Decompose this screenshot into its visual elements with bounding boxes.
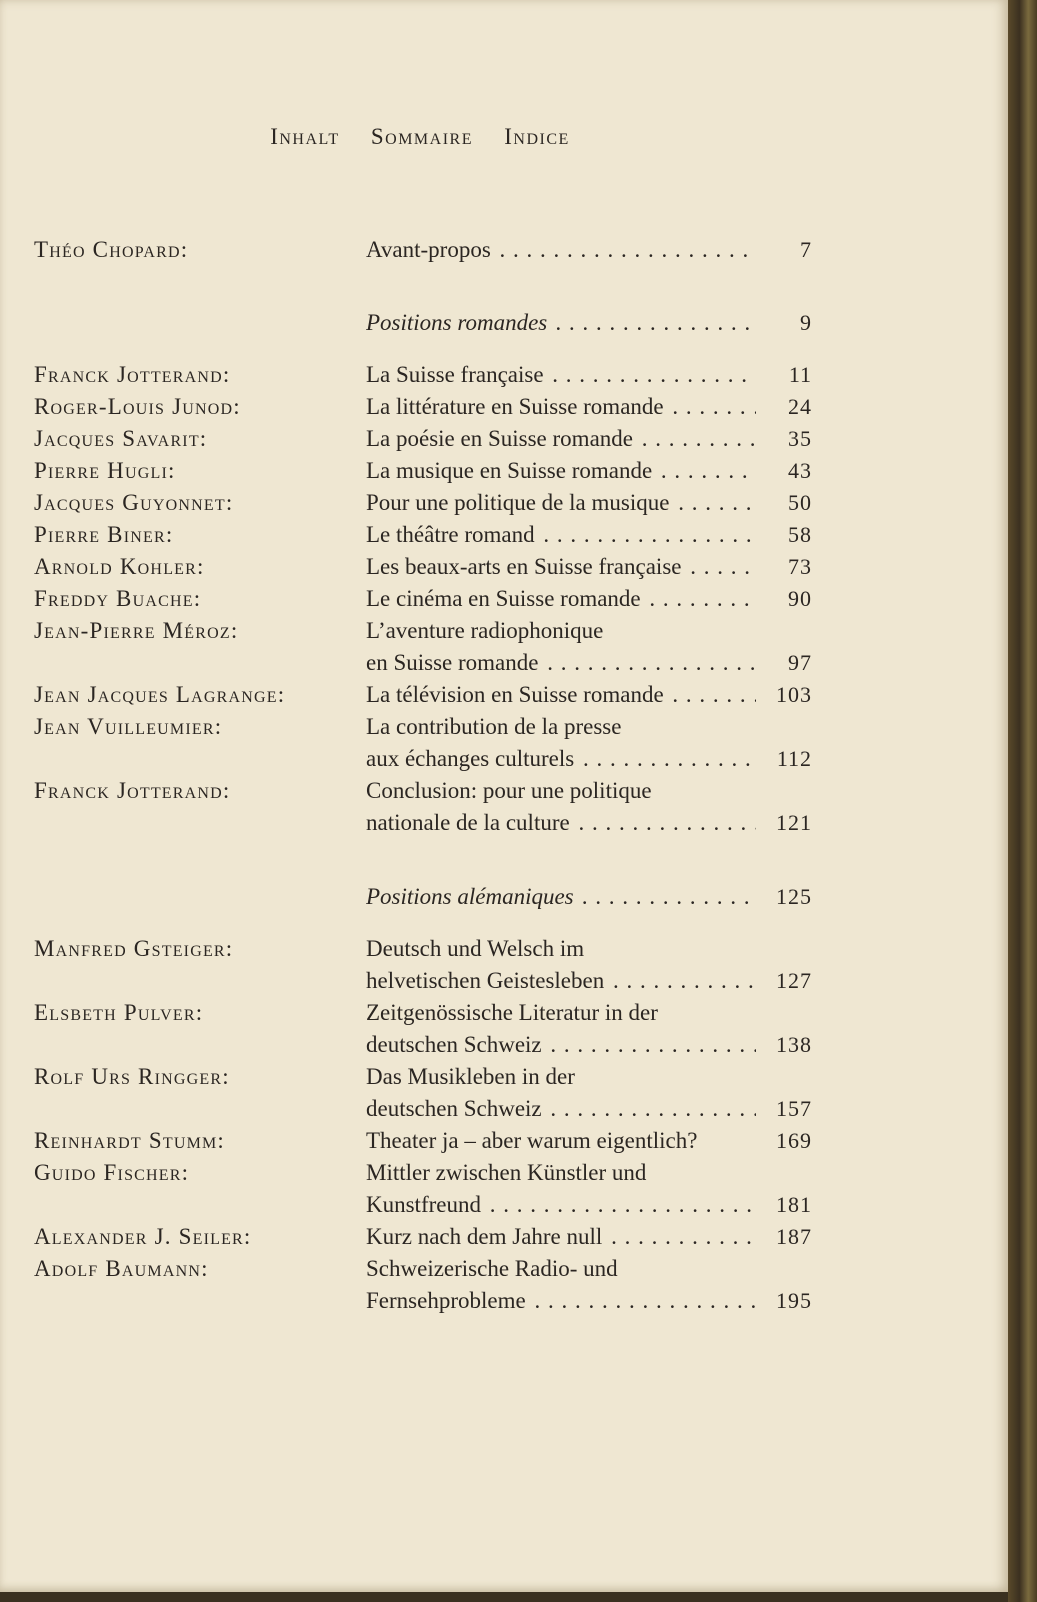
toc-entry (0, 362, 1008, 394)
toc-page-number: 127 (776, 968, 812, 993)
toc-page-number: 103 (776, 682, 812, 707)
toc-entry (0, 650, 1008, 682)
toc-title-text: La musique en Suisse romande (366, 458, 653, 483)
page-header (0, 124, 840, 150)
toc-title (366, 1160, 756, 1186)
toc-title (366, 1096, 756, 1122)
toc-author: Pierre Biner: (34, 522, 174, 547)
book-spine-edge (1008, 0, 1037, 1602)
toc-entry (0, 1000, 1008, 1032)
toc-entry (0, 936, 1008, 968)
toc-entry (0, 682, 1008, 714)
toc-title (366, 650, 756, 676)
toc-title-text: Theater ja – aber warum eigentlich? (366, 1128, 698, 1153)
toc-title (366, 1256, 756, 1282)
toc-page-number: 97 (788, 650, 812, 675)
toc-author: Théo Chopard: (34, 237, 189, 262)
toc-title-text: Mittler zwischen Künstler und (366, 1160, 647, 1185)
toc-entry (0, 1128, 1008, 1160)
page-bottom-edge (0, 1592, 1008, 1602)
header-word-inhalt: Inhalt (270, 124, 340, 149)
toc-entry (0, 884, 1008, 916)
toc-page-number: 7 (800, 237, 812, 262)
toc-title-text: Pour une politique de la musique (366, 490, 670, 515)
toc-entry (0, 618, 1008, 650)
toc-title-text: Kurz nach dem Jahre null (366, 1224, 603, 1249)
toc-title (366, 1224, 756, 1250)
toc-entry (0, 394, 1008, 426)
toc-title (366, 968, 756, 994)
toc-title-text: Les beaux-arts en Suisse française (366, 554, 682, 579)
toc-title-text: Positions romandes (366, 310, 548, 335)
toc-title (366, 810, 756, 836)
toc-title-text: Zeitgenössische Literatur in der (366, 1000, 658, 1025)
toc-title (366, 1128, 756, 1154)
toc-title (366, 1288, 756, 1314)
toc-title-text: Deutsch und Welsch im (366, 936, 585, 961)
toc-title-text: deutschen Schweiz (366, 1096, 542, 1121)
toc-page-number: 138 (776, 1032, 812, 1057)
toc-title-text: La littérature en Suisse romande (366, 394, 664, 419)
toc-title-text: La contribution de la presse (366, 714, 622, 739)
toc-author: Roger-Louis Junod: (34, 394, 241, 419)
toc-entry (0, 1256, 1008, 1288)
toc-title-text: Das Musikleben in der (366, 1064, 575, 1089)
toc-author: Elsbeth Pulver: (34, 1000, 204, 1025)
toc-title-text: en Suisse romande (366, 650, 539, 675)
toc-page-number: 181 (776, 1192, 812, 1217)
toc-title-text: Kunstfreund (366, 1192, 481, 1217)
toc-entry (0, 1224, 1008, 1256)
toc-title (366, 362, 756, 388)
toc-entry (0, 554, 1008, 586)
toc-author: Jacques Guyonnet: (34, 490, 234, 515)
toc-author: Jean Vuilleumier: (34, 714, 223, 739)
toc-title (366, 394, 756, 420)
toc-entry (0, 426, 1008, 458)
toc-title (366, 426, 756, 452)
toc-entry (0, 237, 1008, 269)
toc-title (366, 1064, 756, 1090)
toc-title-text: aux échanges culturels (366, 746, 575, 771)
toc-page-number: 58 (788, 522, 812, 547)
toc-page-number: 9 (800, 310, 812, 335)
toc-title-text: helvetischen Geistesleben (366, 968, 605, 993)
toc-author: Arnold Kohler: (34, 554, 205, 579)
toc-author: Manfred Gsteiger: (34, 936, 234, 961)
toc-title-text: La Suisse française (366, 362, 544, 387)
toc-author: Rolf Urs Ringger: (34, 1064, 230, 1089)
toc-entry (0, 746, 1008, 778)
toc-entry (0, 586, 1008, 618)
toc-author: Adolf Baumann: (34, 1256, 209, 1281)
toc-title (366, 490, 756, 516)
toc-entry (0, 1288, 1008, 1320)
toc-title (366, 1000, 756, 1026)
toc-entry (0, 810, 1008, 842)
toc-title (366, 618, 756, 644)
toc-title-text: Fernsehprobleme (366, 1288, 526, 1313)
toc-entry (0, 714, 1008, 746)
toc-author: Jacques Savarit: (34, 426, 208, 451)
toc-page-number: 169 (776, 1128, 812, 1153)
toc-author: Jean-Pierre Méroz: (34, 618, 239, 643)
toc-page-number: 43 (788, 458, 812, 483)
toc-title-text: Positions alémaniques (366, 884, 574, 909)
toc-title-text: Le cinéma en Suisse romande (366, 586, 641, 611)
toc-title (366, 936, 756, 962)
toc-title-text: Schweizerische Radio- und (366, 1256, 618, 1281)
toc-title (366, 778, 756, 804)
toc-title-text: L’aventure radiophonique (366, 618, 604, 643)
toc-title (366, 746, 756, 772)
toc-author: Reinhardt Stumm: (34, 1128, 226, 1153)
header-word-indice: Indice (504, 124, 570, 149)
toc-title (366, 458, 756, 484)
toc-author: Pierre Hugli: (34, 458, 176, 483)
toc-entry (0, 1096, 1008, 1128)
toc-page-number: 187 (776, 1224, 812, 1249)
toc-author: Guido Fischer: (34, 1160, 190, 1185)
toc-page-number: 11 (788, 362, 812, 387)
toc-title (366, 1192, 756, 1218)
toc-page-number: 125 (776, 884, 812, 909)
toc-author: Jean Jacques Lagrange: (34, 682, 286, 707)
toc-title-text: deutschen Schweiz (366, 1032, 542, 1057)
toc-page-number: 157 (776, 1096, 812, 1121)
toc-page-number: 112 (776, 746, 812, 771)
toc-title-text: nationale de la culture (366, 810, 570, 835)
toc-entry (0, 490, 1008, 522)
toc-title-text: La poésie en Suisse romande (366, 426, 633, 451)
toc-entry (0, 1192, 1008, 1224)
toc-title-text: Conclusion: pour une politique (366, 778, 652, 803)
toc-title (366, 1032, 756, 1058)
toc-page-number: 24 (788, 394, 812, 419)
toc-section-heading (366, 310, 756, 336)
toc-entry (0, 1160, 1008, 1192)
toc-title-text: Avant-propos (366, 237, 491, 262)
toc-entry (0, 1032, 1008, 1064)
toc-page-number: 50 (788, 490, 812, 515)
toc-title (366, 714, 756, 740)
toc-page-number: 195 (776, 1288, 812, 1313)
toc-title (366, 586, 756, 612)
toc-entry (0, 458, 1008, 490)
toc-entry (0, 778, 1008, 810)
toc-title (366, 554, 756, 580)
toc-title (366, 682, 756, 708)
toc-entry (0, 310, 1008, 342)
toc-title-text: Le théâtre romand (366, 522, 535, 547)
toc-entry (0, 522, 1008, 554)
toc-page-number: 90 (788, 586, 812, 611)
toc-title-text: La télévision en Suisse romande (366, 682, 664, 707)
toc-page-number: 73 (788, 554, 812, 579)
toc-author: Freddy Buache: (34, 586, 202, 611)
toc-author: Franck Jotterand: (34, 362, 231, 387)
toc-author: Franck Jotterand: (34, 778, 231, 803)
toc-entry (0, 1064, 1008, 1096)
header-word-sommaire: Sommaire (370, 124, 473, 149)
toc-page-number: 35 (788, 426, 812, 451)
toc-entry (0, 968, 1008, 1000)
toc-section-heading (366, 884, 756, 910)
toc-title (366, 237, 756, 263)
toc-title (366, 522, 756, 548)
toc-author: Alexander J. Seiler: (34, 1224, 252, 1249)
toc-page-number: 121 (776, 810, 812, 835)
